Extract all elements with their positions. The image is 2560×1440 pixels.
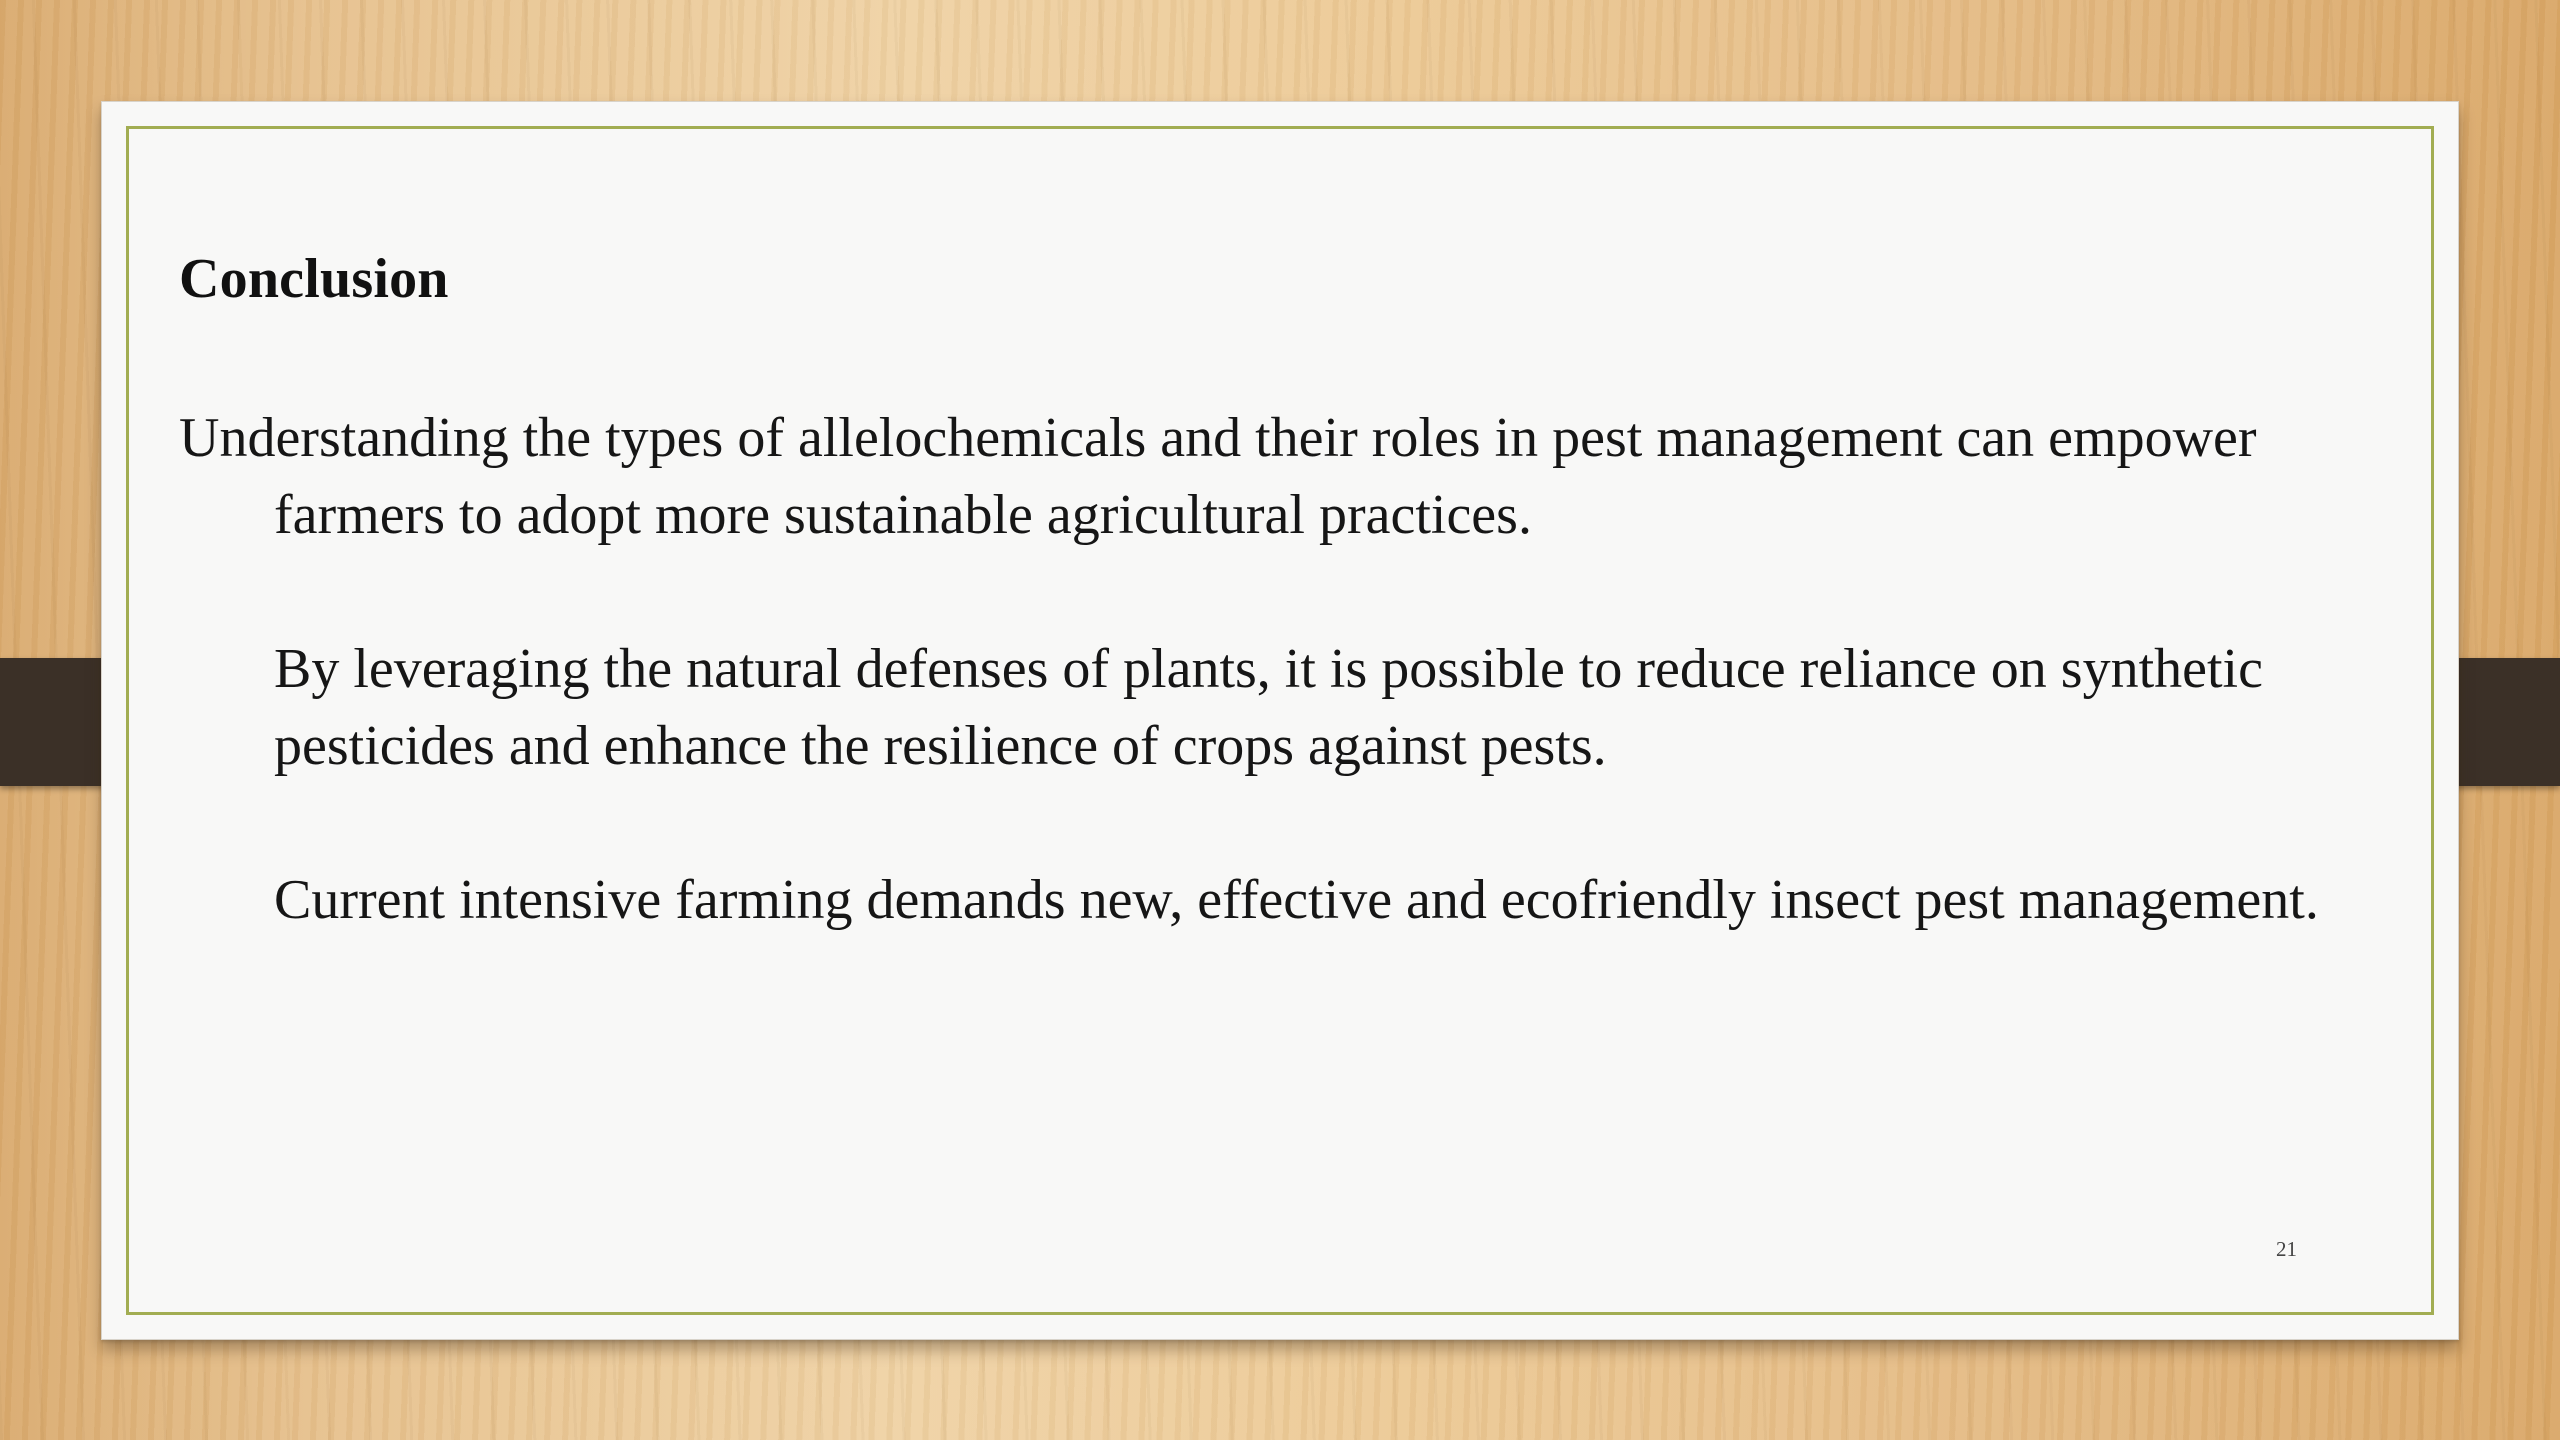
slide-title: Conclusion [179, 248, 449, 310]
paragraph-1: Understanding the types of allelochemicals and their roles in pest management can empower farmers to adopt more sustainable agricultural practices. [179, 407, 2257, 546]
paragraph-3: Current intensive farming demands new, effective and ecofriendly insect pest management. [274, 869, 2319, 931]
slide-body [179, 400, 2359, 1016]
page-number: 21 [2276, 1237, 2297, 1261]
paragraph-2: By leveraging the natural defenses of plants, it is possible to reduce reliance on synthetic pesticides and enhance the resilience of crops against pests. [274, 638, 2263, 777]
slide [101, 101, 2459, 1340]
